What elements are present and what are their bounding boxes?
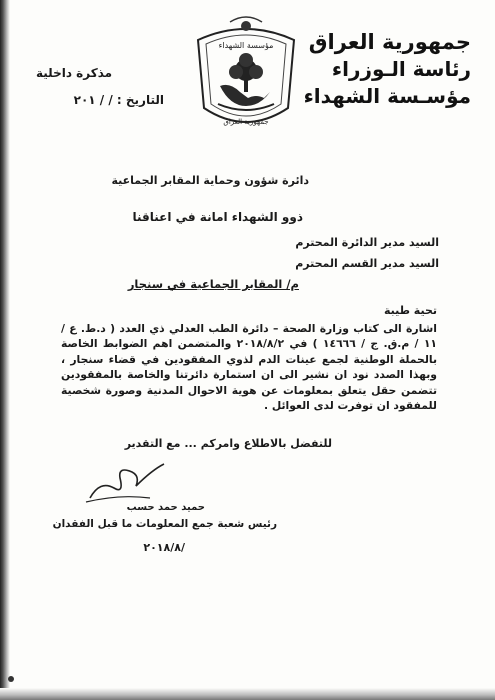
date-field: التاريخ : / / ٢٠١ (73, 93, 164, 107)
addressee-section-head: السيد مدير القسم المحترم (295, 257, 439, 270)
signer-title: رئيس شعبة جمع المعلومات ما قبل الفقدان (52, 518, 277, 530)
signature-date: ٢٠١٨/٨/ (143, 541, 185, 554)
signer-name: حميد حمد حسب (126, 502, 205, 513)
greeting: تحية طيبة (383, 304, 437, 317)
handwritten-signature (80, 458, 170, 506)
org-name-martyrs-foundation: مؤسـسة الشهداء (303, 84, 471, 108)
org-name-republic: جمهورية العراق (308, 30, 471, 54)
closing-line: للتفضل بالاطلاع وامركم ... مع التقدير (124, 437, 332, 450)
foundation-emblem-logo (190, 12, 302, 140)
addressee-director: السيد مدير الدائرة المحترم (295, 236, 439, 249)
emblem-top-text: مؤسسة الشهداء (218, 41, 274, 50)
scan-mark (8, 676, 14, 682)
org-name-cabinet: رئاسة الـوزراء (331, 57, 471, 81)
scan-edge-left (0, 0, 10, 700)
subject-line: م/ المقابر الجماعية في سنجار (127, 277, 299, 291)
memo-type-label: مذكرة داخلية (36, 66, 113, 80)
letter-body: اشارة الى كتاب وزارة الصحة – دائرة الطب العدلي ذي العدد ( د.ط. ع / ١١ / م.ق. ج / ١٤٦٦٦ ) في ٢٠١٨/٨/٢ والمتضمن اهم الضوابط الخاصة بالحملة الوطنية لجمع عينات الدم لذوي المفقودين في قضاء سنجار ، وبهذا الصدد نود ان نشير الى ان استمارة دائرتنا والخاصة بالمفقودين تتضمن حقل يتعلق بمعلومات عن هوية الاحوال المدنية وصورة شخصية للمفقود ان توفرت لدى العوائل . (61, 322, 437, 413)
motto: ذوو الشهداء امانة في اعناقنا (132, 210, 303, 224)
scan-edge-bottom (0, 688, 495, 700)
emblem-bottom-text: جمهورية العراق (223, 118, 269, 126)
department-name: دائرة شؤون وحماية المقابر الجماعية (111, 174, 309, 187)
